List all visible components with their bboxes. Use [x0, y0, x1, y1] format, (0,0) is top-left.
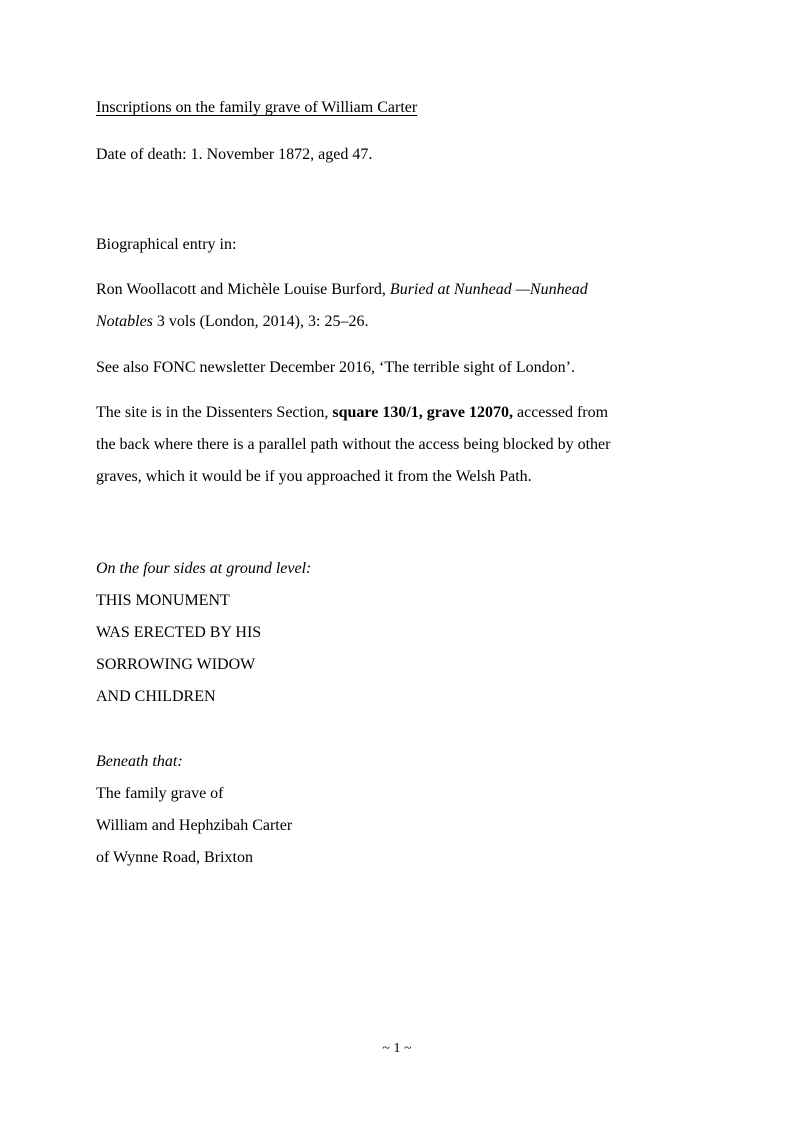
citation	[96, 274, 716, 338]
document-heading: Inscriptions on the family grave of William Carter	[96, 99, 418, 116]
inscription-line: of Wynne Road, Brixton	[96, 849, 253, 866]
inscription-line: William and Hephzibah Carter	[96, 817, 293, 834]
page-number: ~ 1 ~	[382, 1041, 412, 1056]
citation-book-title: Buried at Nunhead —Nunhead	[389, 281, 588, 298]
inscription-line: WAS ERECTED BY HIS	[96, 624, 262, 641]
date-of-death: Date of death: 1. November 1872, aged 47.	[96, 146, 373, 163]
inscription-line: AND CHILDREN	[96, 688, 216, 705]
site-description	[96, 397, 716, 493]
bio-intro: Biographical entry in:	[96, 236, 237, 253]
citation-book-title-cont: Notables	[96, 313, 153, 330]
site-rest: accessed from	[513, 404, 609, 421]
inscription-line: The family grave of	[96, 785, 224, 802]
site-location: square 130/1, grave 12070,	[332, 404, 513, 421]
site-line-3: graves, which it would be if you approached it from the Welsh Path.	[96, 468, 532, 485]
citation-authors: Ron Woollacott and Michèle Louise Burford,	[96, 281, 390, 298]
site-intro: The site is in the Dissenters Section,	[96, 404, 333, 421]
inscription-section-beneath	[96, 746, 716, 874]
inscription-section-ground	[96, 553, 716, 713]
site-line-2: the back where there is a parallel path without the access being blocked by other	[96, 436, 611, 453]
inscription-line: THIS MONUMENT	[96, 592, 230, 609]
citation-details: 3 vols (London, 2014), 3: 25–26.	[152, 313, 369, 330]
inscription-line: SORROWING WIDOW	[96, 656, 256, 673]
see-also: See also FONC newsletter December 2016, ‘The terrible sight of London’.	[96, 359, 575, 376]
section-label: On the four sides at ground level:	[96, 560, 312, 577]
section-label: Beneath that:	[96, 753, 183, 770]
